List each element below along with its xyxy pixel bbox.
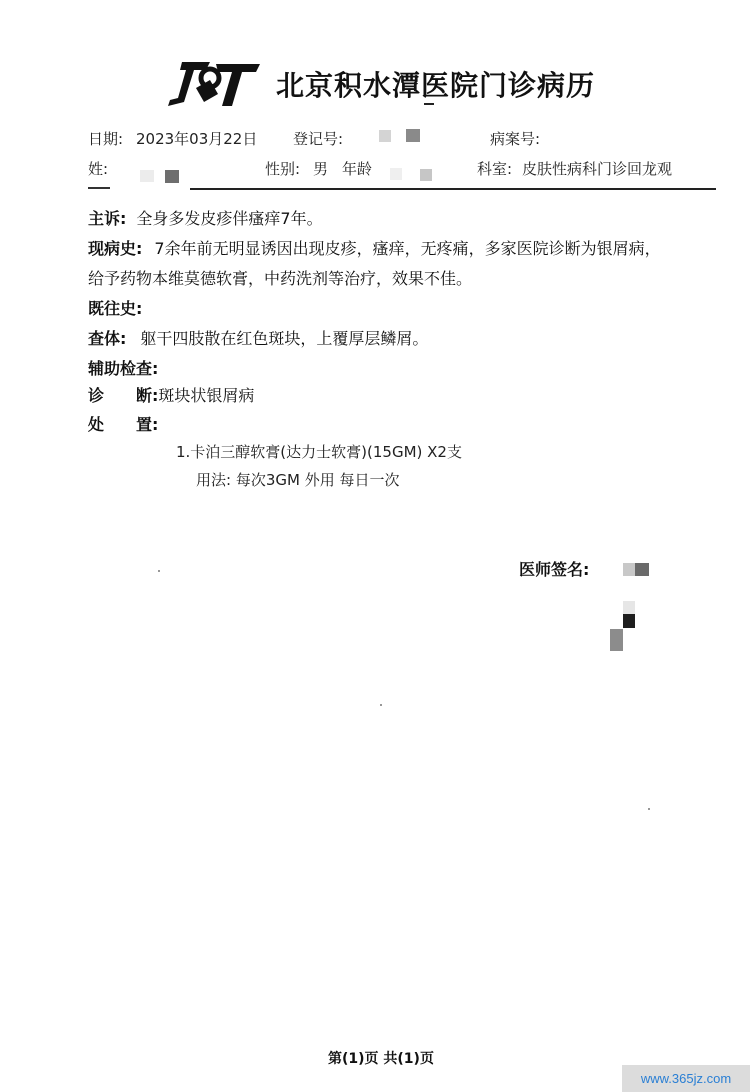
diagnosis-value: 斑块状银屑病 — [158, 386, 255, 405]
present-history-line1: 7余年前无明显诱因出现皮疹，瘙痒，无疼痛，多家医院诊断为银屑病， — [154, 239, 661, 258]
name-label: 姓: — [88, 160, 109, 178]
redacted-name — [140, 170, 154, 182]
present-history-line2: 给予药物本维莫德软膏，中药洗剂等治疗，效果不佳。 — [88, 269, 473, 288]
exam-label: 查体: — [88, 329, 127, 348]
scan-speck — [380, 704, 382, 706]
exam-row — [88, 326, 428, 349]
page-number: 第(1)页 共(1)页 — [328, 1051, 434, 1067]
redacted-signature-2 — [635, 563, 649, 576]
chief-complaint-row — [88, 206, 323, 229]
diagnosis-label: 诊 断: — [88, 386, 159, 405]
scan-speck — [158, 570, 160, 572]
date-value: 2023年03月22日 — [136, 130, 258, 148]
redacted-age — [390, 168, 402, 180]
redacted-signature — [623, 563, 635, 576]
redacted-mark-1 — [623, 601, 635, 615]
gender-label: 性别: — [265, 160, 301, 178]
exam-value: 躯干四肢散在红色斑块，上覆厚层鳞屑。 — [140, 329, 429, 348]
chief-complaint-label: 主诉: — [88, 209, 127, 228]
chief-complaint-value: 全身多发皮疹伴瘙痒7年。 — [136, 209, 323, 228]
header-rule-stub — [88, 187, 110, 189]
redacted-age-2 — [420, 169, 432, 181]
header-rule — [190, 188, 716, 190]
present-history-row — [88, 236, 661, 259]
present-history-label: 现病史: — [88, 239, 143, 258]
date-label: 日期: — [88, 130, 124, 148]
age-label: 年龄 — [342, 160, 373, 178]
hospital-logo — [160, 58, 264, 112]
redacted-registration — [379, 130, 391, 142]
redacted-name-2 — [165, 170, 179, 183]
department-value: 皮肤性病科门诊回龙观 — [522, 160, 673, 178]
redacted-mark-3 — [610, 629, 623, 651]
doctor-signature-label: 医师签名: — [519, 560, 590, 579]
case-number-label: 病案号: — [490, 130, 541, 148]
title-mark — [424, 103, 434, 105]
auxiliary-exam-label: 辅助检查: — [88, 359, 159, 378]
gender-value: 男 — [313, 160, 329, 178]
watermark: www.365jz.com — [622, 1065, 750, 1092]
past-history-label: 既往史: — [88, 299, 143, 318]
department-label: 科室: — [477, 160, 513, 178]
prescription-usage: 用法: 每次3GM 外用 每日一次 — [196, 471, 400, 489]
scan-speck — [648, 808, 650, 810]
redacted-registration-2 — [406, 129, 420, 142]
document-title: 北京积水潭医院门诊病历 — [276, 69, 596, 102]
prescription-line1: 1.卡泊三醇软膏(达力士软膏)(15GM) X2支 — [176, 443, 462, 461]
treatment-label: 处 置: — [88, 415, 159, 434]
diagnosis-row — [88, 383, 254, 406]
registration-label: 登记号: — [293, 130, 344, 148]
redacted-mark-2 — [623, 614, 635, 628]
